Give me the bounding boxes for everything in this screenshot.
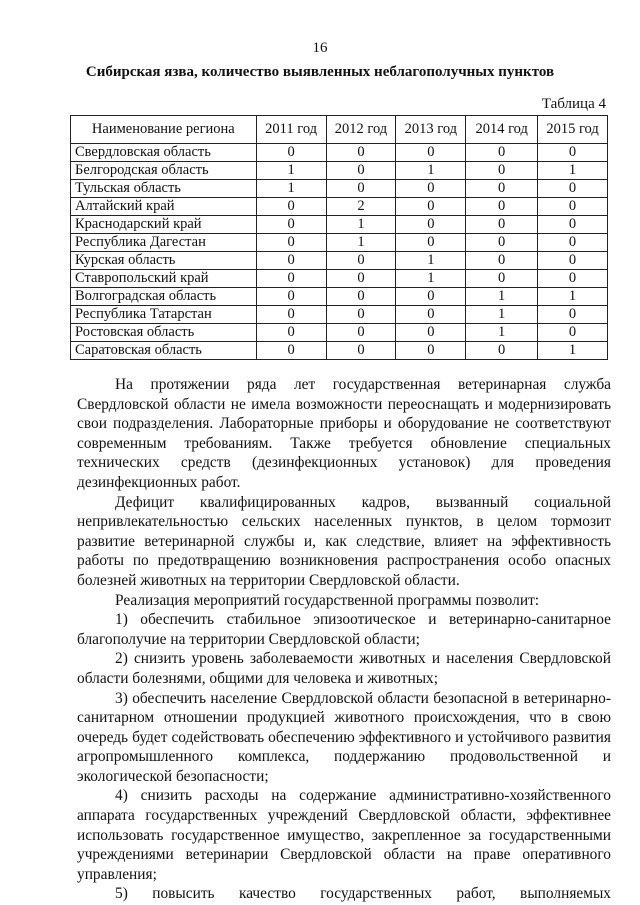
regions-table	[70, 115, 608, 360]
count-cell: 0	[326, 342, 396, 360]
count-cell: 0	[538, 306, 608, 324]
count-cell: 0	[466, 270, 538, 288]
header-2011: 2011 год	[256, 116, 326, 144]
count-cell: 0	[256, 252, 326, 270]
count-cell: 0	[256, 342, 326, 360]
count-cell: 1	[466, 288, 538, 306]
count-cell: 1	[326, 216, 396, 234]
count-cell: 0	[538, 234, 608, 252]
count-cell: 0	[256, 216, 326, 234]
count-cell: 0	[538, 216, 608, 234]
count-cell: 0	[396, 216, 466, 234]
paragraph: 3) обеспечить население Свердловской области безопасной в ветеринарно-санитарном отношении продукцией животного происхождения, что в свою очередь будет содействовать обеспечению эффективного и устойчивого развития агропромышленного комплекса, поддержанию продовольственной и экологической безопасности;	[77, 689, 611, 785]
count-cell: 0	[466, 198, 538, 216]
count-cell: 0	[256, 324, 326, 342]
count-cell: 0	[538, 180, 608, 198]
paragraph: 4) снизить расходы на содержание административно-хозяйственного аппарата государственных учреждений Свердловской области, эффективнее использовать государственное имущество, закрепленное за государственными учреждениями ветеринарии Свердловской области на праве оперативного управления;	[77, 787, 611, 883]
count-cell: 0	[538, 198, 608, 216]
count-cell: 0	[396, 198, 466, 216]
count-cell: 0	[466, 180, 538, 198]
paragraph: Реализация мероприятий государственной программы позволит:	[115, 591, 540, 609]
count-cell: 0	[256, 144, 326, 162]
count-cell: 0	[538, 270, 608, 288]
count-cell: 1	[396, 252, 466, 270]
count-cell: 0	[326, 306, 396, 324]
count-cell: 1	[538, 288, 608, 306]
count-cell: 1	[466, 306, 538, 324]
table-row	[71, 288, 608, 306]
table-row	[71, 342, 608, 360]
table-row	[71, 324, 608, 342]
count-cell: 1	[256, 180, 326, 198]
count-cell: 0	[396, 342, 466, 360]
count-cell: 0	[396, 234, 466, 252]
count-cell: 0	[466, 252, 538, 270]
table-row	[71, 234, 608, 252]
table-header-row	[71, 116, 608, 144]
header-region: Наименование региона	[71, 116, 257, 144]
count-cell: 0	[538, 324, 608, 342]
count-cell: 1	[466, 324, 538, 342]
table-body	[71, 144, 608, 360]
count-cell: 0	[256, 270, 326, 288]
count-cell: 1	[326, 234, 396, 252]
count-cell: 1	[538, 162, 608, 180]
table-row	[71, 270, 608, 288]
region-name-cell: Свердловская область	[71, 144, 257, 162]
table-row	[71, 180, 608, 198]
paragraph: Дефицит квалифицированных кадров, вызванный социальной непривлекательностью сельских населенных пунктов, в целом тормозит развитие ветеринарной службы и, как следствие, влияет на эффективность работы по предотвращению возникновения распространения особо опасных болезней животных на территории Свердловской области.	[77, 493, 611, 589]
body-text	[77, 375, 611, 904]
header-2014: 2014 год	[466, 116, 538, 144]
region-name-cell: Краснодарский край	[71, 216, 257, 234]
region-name-cell: Тульская область	[71, 180, 257, 198]
count-cell: 0	[538, 252, 608, 270]
table-row	[71, 198, 608, 216]
region-name-cell: Белгородская область	[71, 162, 257, 180]
count-cell: 0	[256, 306, 326, 324]
count-cell: 0	[396, 144, 466, 162]
region-name-cell: Ростовская область	[71, 324, 257, 342]
table-row	[71, 306, 608, 324]
count-cell: 0	[326, 324, 396, 342]
bottom-margin	[0, 893, 640, 905]
count-cell: 0	[326, 180, 396, 198]
table-caption: Таблица 4	[541, 96, 606, 112]
count-cell: 0	[326, 252, 396, 270]
count-cell: 0	[326, 270, 396, 288]
table-row	[71, 144, 608, 162]
paragraph: 5) повысить качество государственных работ, выполняемых	[115, 885, 611, 903]
count-cell: 0	[466, 342, 538, 360]
header-2015: 2015 год	[538, 116, 608, 144]
region-name-cell: Саратовская область	[71, 342, 257, 360]
count-cell: 0	[538, 144, 608, 162]
paragraph: 1) обеспечить стабильное эпизоотическое и ветеринарно-санитарное благополучие на территории Свердловской области;	[77, 611, 611, 648]
count-cell: 0	[396, 324, 466, 342]
count-cell: 1	[396, 162, 466, 180]
table-row	[71, 252, 608, 270]
count-cell: 1	[396, 270, 466, 288]
page-number: 16	[312, 40, 328, 56]
paragraph: На протяжении ряда лет государственная ветеринарная служба Свердловской области не имела возможности переоснащать и модернизировать свои подразделения. Лабораторные приборы и оборудование не соответствуют современным требованиям. Также требуется обновление специальных технических средств (дезинфекционных установок) для проведения дезинфекционных работ.	[77, 376, 611, 491]
count-cell: 0	[466, 216, 538, 234]
paragraph: 2) снизить уровень заболеваемости животных и населения Свердловской области болезнями, общими для человека и животных;	[77, 650, 611, 687]
header-2012: 2012 год	[326, 116, 396, 144]
count-cell: 0	[396, 180, 466, 198]
table-row	[71, 162, 608, 180]
region-name-cell: Алтайский край	[71, 198, 257, 216]
count-cell: 0	[396, 288, 466, 306]
count-cell: 1	[256, 162, 326, 180]
count-cell: 2	[326, 198, 396, 216]
count-cell: 1	[538, 342, 608, 360]
region-name-cell: Республика Дагестан	[71, 234, 257, 252]
region-name-cell: Курская область	[71, 252, 257, 270]
count-cell: 0	[256, 288, 326, 306]
count-cell: 0	[326, 162, 396, 180]
table-row	[71, 216, 608, 234]
count-cell: 0	[466, 234, 538, 252]
count-cell: 0	[326, 144, 396, 162]
count-cell: 0	[466, 162, 538, 180]
count-cell: 0	[326, 288, 396, 306]
count-cell: 0	[396, 306, 466, 324]
region-name-cell: Волгоградская область	[71, 288, 257, 306]
count-cell: 0	[466, 144, 538, 162]
count-cell: 0	[256, 198, 326, 216]
count-cell: 0	[256, 234, 326, 252]
region-name-cell: Республика Татарстан	[71, 306, 257, 324]
header-2013: 2013 год	[396, 116, 466, 144]
document-title: Сибирская язва, количество выявленных неблагополучных пунктов	[85, 64, 555, 80]
region-name-cell: Ставропольский край	[71, 270, 257, 288]
